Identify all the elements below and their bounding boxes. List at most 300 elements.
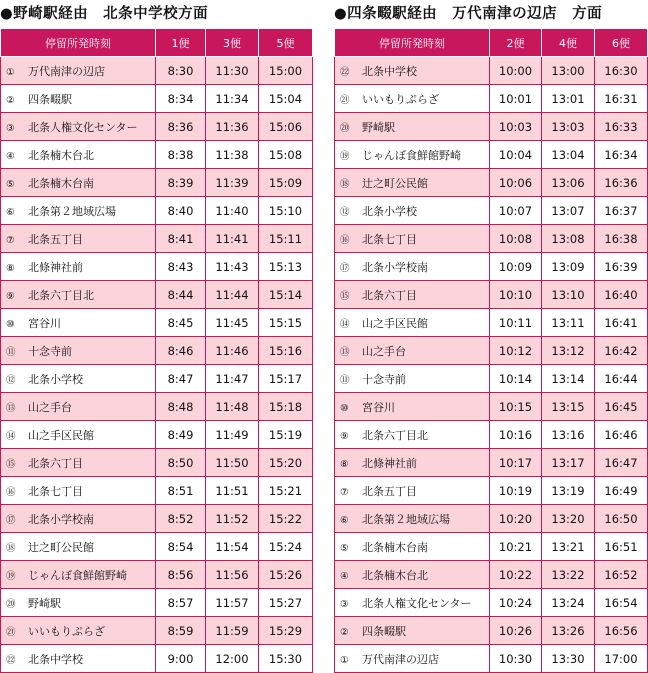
departure-time: 13:21 (542, 533, 595, 561)
departure-time: 15:29 (259, 617, 313, 645)
stop-cell (335, 393, 490, 421)
departure-time: 10:07 (490, 197, 542, 225)
stop-number: ㉑ (340, 94, 350, 106)
stop-cell (1, 589, 156, 617)
table-row (1, 421, 313, 449)
stop-cell (1, 645, 156, 673)
departure-time: 10:22 (490, 561, 542, 589)
stop-name: 北条中学校 (28, 652, 83, 666)
departure-time: 8:52 (156, 505, 206, 533)
departure-time: 16:50 (595, 505, 648, 533)
table-row (335, 617, 648, 645)
stop-cell (1, 365, 156, 393)
departure-time: 16:40 (595, 281, 648, 309)
departure-time: 16:34 (595, 141, 648, 169)
stop-cell (335, 309, 490, 337)
departure-time: 16:47 (595, 449, 648, 477)
table-row (1, 505, 313, 533)
departure-time: 11:48 (206, 393, 259, 421)
table-row (1, 533, 313, 561)
departure-time: 13:00 (542, 57, 595, 85)
departure-time: 10:30 (490, 645, 542, 673)
departure-time: 16:45 (595, 393, 648, 421)
table-row (335, 113, 648, 141)
departure-time: 10:19 (490, 477, 542, 505)
departure-time: 13:03 (542, 113, 595, 141)
stop-name: 北条六丁目 (362, 288, 417, 302)
stop-cell (335, 225, 490, 253)
header-stop: 停留所発時刻 (335, 29, 490, 57)
stop-number: ⑭ (6, 430, 16, 442)
departure-time: 10:21 (490, 533, 542, 561)
stop-cell (335, 337, 490, 365)
stop-number: ④ (6, 150, 15, 162)
table-row (1, 253, 313, 281)
departure-time: 10:06 (490, 169, 542, 197)
departure-time: 15:19 (259, 421, 313, 449)
stop-cell (335, 589, 490, 617)
stop-name: 北条人権文化センター (28, 120, 138, 134)
stop-number: ⑬ (340, 346, 350, 358)
departure-time: 8:48 (156, 393, 206, 421)
departure-time: 16:49 (595, 477, 648, 505)
departure-time: 15:09 (259, 169, 313, 197)
stop-number: ⑯ (6, 486, 16, 498)
stop-cell (335, 113, 490, 141)
departure-time: 11:52 (206, 505, 259, 533)
stop-name: 万代南津の辺店 (28, 64, 105, 78)
stop-name: 北条小学校南 (362, 260, 428, 274)
stop-cell (1, 449, 156, 477)
stop-number: ⑱ (6, 542, 16, 554)
departure-time: 11:56 (206, 561, 259, 589)
table-row (1, 561, 313, 589)
table-row (1, 393, 313, 421)
stop-name: 山之手台 (28, 400, 72, 414)
stop-number: ⑩ (340, 402, 349, 414)
stop-name: 北条楠木台北 (28, 148, 94, 162)
departure-time: 17:00 (595, 645, 648, 673)
departure-time: 10:08 (490, 225, 542, 253)
departure-time: 12:00 (206, 645, 259, 673)
departure-time: 11:40 (206, 197, 259, 225)
departure-time: 10:26 (490, 617, 542, 645)
stop-number: ⑪ (6, 346, 16, 358)
stop-number: ⑨ (340, 430, 349, 442)
stop-cell (335, 85, 490, 113)
stop-name: 北条小学校南 (28, 512, 94, 526)
stop-name: 北条人権文化センター (362, 596, 472, 610)
table-row (335, 337, 648, 365)
table-row (1, 141, 313, 169)
departure-time: 11:46 (206, 337, 259, 365)
stop-number: ⑧ (6, 262, 15, 274)
stop-cell (335, 477, 490, 505)
stop-name: 北条第２地域広場 (28, 204, 116, 218)
departure-time: 15:26 (259, 561, 313, 589)
stop-number: ㉒ (6, 654, 16, 666)
departure-time: 10:24 (490, 589, 542, 617)
departure-time: 13:04 (542, 141, 595, 169)
stop-number: ㉒ (340, 66, 350, 78)
departure-time: 10:12 (490, 337, 542, 365)
table-row (335, 561, 648, 589)
stop-cell (1, 393, 156, 421)
stop-cell (335, 505, 490, 533)
stop-number: ⑮ (6, 458, 16, 470)
stop-name: 野崎駅 (28, 596, 61, 610)
stop-number: ⑳ (340, 122, 350, 134)
stop-cell (335, 169, 490, 197)
table-row (1, 225, 313, 253)
timetable-left-table (0, 28, 313, 673)
header-trip: 3便 (206, 29, 259, 57)
stop-number: ② (340, 626, 349, 638)
stop-cell (1, 561, 156, 589)
departure-time: 10:03 (490, 113, 542, 141)
stop-name: 宮谷川 (28, 316, 61, 330)
table-row (335, 253, 648, 281)
departure-time: 11:44 (206, 281, 259, 309)
departure-time: 15:21 (259, 477, 313, 505)
departure-time: 8:51 (156, 477, 206, 505)
departure-time: 16:44 (595, 365, 648, 393)
stop-cell (335, 421, 490, 449)
departure-time: 13:15 (542, 393, 595, 421)
stop-name: 北条六丁目 (28, 456, 83, 470)
departure-time: 16:41 (595, 309, 648, 337)
departure-time: 15:06 (259, 113, 313, 141)
header-trip: 4便 (542, 29, 595, 57)
table-row (1, 169, 313, 197)
departure-time: 8:47 (156, 365, 206, 393)
table-row (1, 617, 313, 645)
stop-name: 四条畷駅 (28, 92, 72, 106)
departure-time: 8:57 (156, 589, 206, 617)
departure-time: 11:57 (206, 589, 259, 617)
timetable-right (334, 0, 647, 673)
stop-number: ⑤ (6, 178, 15, 190)
stop-cell (335, 253, 490, 281)
header-stop: 停留所発時刻 (1, 29, 156, 57)
departure-time: 15:14 (259, 281, 313, 309)
stop-name: 辻之町公民館 (28, 540, 94, 554)
departure-time: 13:14 (542, 365, 595, 393)
stop-number: ③ (6, 122, 15, 134)
departure-time: 16:30 (595, 57, 648, 85)
departure-time: 13:10 (542, 281, 595, 309)
stop-number: ㉑ (6, 626, 16, 638)
departure-time: 16:56 (595, 617, 648, 645)
timetable-right-table (334, 28, 648, 673)
departure-time: 11:50 (206, 449, 259, 477)
table-row (1, 589, 313, 617)
stop-number: ⑲ (6, 570, 16, 582)
departure-time: 8:36 (156, 113, 206, 141)
header-trip: 2便 (490, 29, 542, 57)
stop-number: ⑥ (6, 206, 15, 218)
stop-cell (335, 533, 490, 561)
stop-number: ⑫ (340, 206, 350, 218)
departure-time: 13:16 (542, 421, 595, 449)
stop-name: 北条六丁目北 (28, 288, 94, 302)
departure-time: 10:15 (490, 393, 542, 421)
departure-time: 16:51 (595, 533, 648, 561)
table-row (335, 281, 648, 309)
stop-cell (335, 281, 490, 309)
stop-number: ④ (340, 570, 349, 582)
stop-cell (1, 85, 156, 113)
stop-cell (335, 645, 490, 673)
stop-number: ⑭ (340, 318, 350, 330)
departure-time: 8:39 (156, 169, 206, 197)
stop-name: 北条中学校 (362, 64, 417, 78)
departure-time: 10:16 (490, 421, 542, 449)
table-row (335, 85, 648, 113)
stop-name: 四条畷駅 (362, 624, 406, 638)
header-trip: 5便 (259, 29, 313, 57)
departure-time: 10:10 (490, 281, 542, 309)
departure-time: 13:19 (542, 477, 595, 505)
table-row (1, 365, 313, 393)
departure-time: 8:34 (156, 85, 206, 113)
table-row (335, 169, 648, 197)
stop-number: ③ (340, 598, 349, 610)
stop-number: ② (6, 94, 15, 106)
table-row (1, 477, 313, 505)
departure-time: 13:06 (542, 169, 595, 197)
departure-time: 13:20 (542, 505, 595, 533)
departure-time: 13:26 (542, 617, 595, 645)
stop-name: 北条七丁目 (28, 484, 83, 498)
stop-name: じゃんぼ食鮮館野崎 (28, 568, 127, 582)
departure-time: 8:46 (156, 337, 206, 365)
departure-time: 16:54 (595, 589, 648, 617)
stop-number: ⑦ (340, 486, 349, 498)
departure-time: 11:34 (206, 85, 259, 113)
stop-cell (1, 337, 156, 365)
stop-cell (335, 57, 490, 85)
stop-cell (1, 477, 156, 505)
departure-time: 16:33 (595, 113, 648, 141)
table-row (335, 141, 648, 169)
timetable-left (0, 0, 312, 673)
stop-name: 北条小学校 (28, 372, 83, 386)
stop-name: いいもりぷらざ (362, 92, 439, 106)
table-row (335, 477, 648, 505)
departure-time: 15:22 (259, 505, 313, 533)
stop-number: ⑱ (340, 178, 350, 190)
stop-number: ⑦ (6, 234, 15, 246)
stop-name: 北条楠木台北 (362, 568, 428, 582)
departure-time: 8:50 (156, 449, 206, 477)
departure-time: 16:39 (595, 253, 648, 281)
stop-name: 辻之町公民館 (362, 176, 428, 190)
stop-cell (335, 449, 490, 477)
departure-time: 16:36 (595, 169, 648, 197)
table-row (335, 505, 648, 533)
departure-time: 10:04 (490, 141, 542, 169)
stop-cell (1, 421, 156, 449)
table-row (335, 533, 648, 561)
stop-number: ⑯ (340, 234, 350, 246)
departure-time: 13:17 (542, 449, 595, 477)
departure-time: 11:47 (206, 365, 259, 393)
stop-name: 山之手区民館 (28, 428, 94, 442)
departure-time: 8:45 (156, 309, 206, 337)
departure-time: 16:31 (595, 85, 648, 113)
departure-time: 11:43 (206, 253, 259, 281)
departure-time: 15:30 (259, 645, 313, 673)
stop-number: ⑧ (340, 458, 349, 470)
stop-cell (335, 365, 490, 393)
stop-name: 十念寺前 (362, 372, 406, 386)
departure-time: 11:59 (206, 617, 259, 645)
stop-number: ① (340, 654, 349, 666)
departure-time: 15:00 (259, 57, 313, 85)
departure-time: 11:49 (206, 421, 259, 449)
header-row (335, 29, 648, 57)
stop-name: 北条七丁目 (362, 232, 417, 246)
departure-time: 15:08 (259, 141, 313, 169)
stop-name: 北条小学校 (362, 204, 417, 218)
departure-time: 8:30 (156, 57, 206, 85)
stop-number: ⑨ (6, 290, 15, 302)
stop-number: ⑤ (340, 542, 349, 554)
departure-time: 15:27 (259, 589, 313, 617)
stop-cell (1, 617, 156, 645)
departure-time: 11:41 (206, 225, 259, 253)
table-row (1, 113, 313, 141)
stop-cell (1, 57, 156, 85)
stop-number: ⑪ (340, 374, 350, 386)
table-row (335, 421, 648, 449)
table-row (335, 589, 648, 617)
table-row (335, 449, 648, 477)
departure-time: 13:01 (542, 85, 595, 113)
stop-name: 北條神社前 (362, 456, 417, 470)
departure-time: 15:15 (259, 309, 313, 337)
stop-cell (1, 505, 156, 533)
departure-time: 13:11 (542, 309, 595, 337)
departure-time: 8:40 (156, 197, 206, 225)
departure-time: 16:42 (595, 337, 648, 365)
table-row (1, 57, 313, 85)
stop-name: いいもりぷらざ (28, 624, 105, 638)
departure-time: 13:12 (542, 337, 595, 365)
departure-time: 15:04 (259, 85, 313, 113)
stop-cell (1, 141, 156, 169)
stop-name: 北条六丁目北 (362, 428, 428, 442)
stop-number: ① (6, 66, 15, 78)
header-trip: 1便 (156, 29, 206, 57)
table-row (335, 393, 648, 421)
stop-cell (1, 113, 156, 141)
stop-cell (1, 197, 156, 225)
stop-cell (335, 197, 490, 225)
timetable-left-title: ●野崎駅経由 北条中学校方面 (0, 6, 209, 22)
departure-time: 10:01 (490, 85, 542, 113)
stop-name: じゃんぼ食鮮館野崎 (362, 148, 461, 162)
stop-number: ⑳ (6, 598, 16, 610)
table-row (335, 57, 648, 85)
departure-time: 10:09 (490, 253, 542, 281)
stop-number: ⑥ (340, 514, 349, 526)
departure-time: 8:41 (156, 225, 206, 253)
departure-time: 9:00 (156, 645, 206, 673)
header-row (1, 29, 313, 57)
departure-time: 13:22 (542, 561, 595, 589)
departure-time: 8:59 (156, 617, 206, 645)
departure-time: 15:18 (259, 393, 313, 421)
stop-name: 北條神社前 (28, 260, 83, 274)
stop-name: 山之手区民館 (362, 316, 428, 330)
table-row (335, 645, 648, 673)
table-row (1, 281, 313, 309)
stop-cell (1, 309, 156, 337)
stop-number: ⑩ (6, 318, 15, 330)
departure-time: 11:54 (206, 533, 259, 561)
departure-time: 15:17 (259, 365, 313, 393)
departure-time: 16:37 (595, 197, 648, 225)
departure-time: 10:11 (490, 309, 542, 337)
departure-time: 11:51 (206, 477, 259, 505)
stop-name: 十念寺前 (28, 344, 72, 358)
stop-cell (335, 617, 490, 645)
stop-name: 万代南津の辺店 (362, 652, 439, 666)
stop-number: ⑰ (340, 262, 350, 274)
stop-cell (1, 169, 156, 197)
table-row (1, 85, 313, 113)
stop-name: 北条楠木台南 (362, 540, 428, 554)
stop-number: ⑬ (6, 402, 16, 414)
departure-time: 10:00 (490, 57, 542, 85)
table-row (1, 645, 313, 673)
stop-cell (1, 281, 156, 309)
stop-number: ⑰ (6, 514, 16, 526)
stop-number: ⑫ (6, 374, 16, 386)
stop-cell (335, 141, 490, 169)
departure-time: 15:20 (259, 449, 313, 477)
stop-name: 北条楠木台南 (28, 176, 94, 190)
header-trip: 6便 (595, 29, 648, 57)
departure-time: 13:24 (542, 589, 595, 617)
departure-time: 16:52 (595, 561, 648, 589)
stop-name: 野崎駅 (362, 120, 395, 134)
departure-time: 11:39 (206, 169, 259, 197)
table-row (1, 337, 313, 365)
stop-name: 北条五丁目 (362, 484, 417, 498)
stop-number: ⑮ (340, 290, 350, 302)
departure-time: 11:30 (206, 57, 259, 85)
departure-time: 15:24 (259, 533, 313, 561)
departure-time: 15:10 (259, 197, 313, 225)
departure-time: 8:54 (156, 533, 206, 561)
departure-time: 11:45 (206, 309, 259, 337)
departure-time: 8:43 (156, 253, 206, 281)
table-row (335, 365, 648, 393)
departure-time: 13:07 (542, 197, 595, 225)
table-row (335, 309, 648, 337)
departure-time: 8:49 (156, 421, 206, 449)
departure-time: 10:17 (490, 449, 542, 477)
departure-time: 16:38 (595, 225, 648, 253)
table-row (335, 197, 648, 225)
stop-cell (1, 533, 156, 561)
departure-time: 13:09 (542, 253, 595, 281)
departure-time: 8:56 (156, 561, 206, 589)
departure-time: 15:13 (259, 253, 313, 281)
